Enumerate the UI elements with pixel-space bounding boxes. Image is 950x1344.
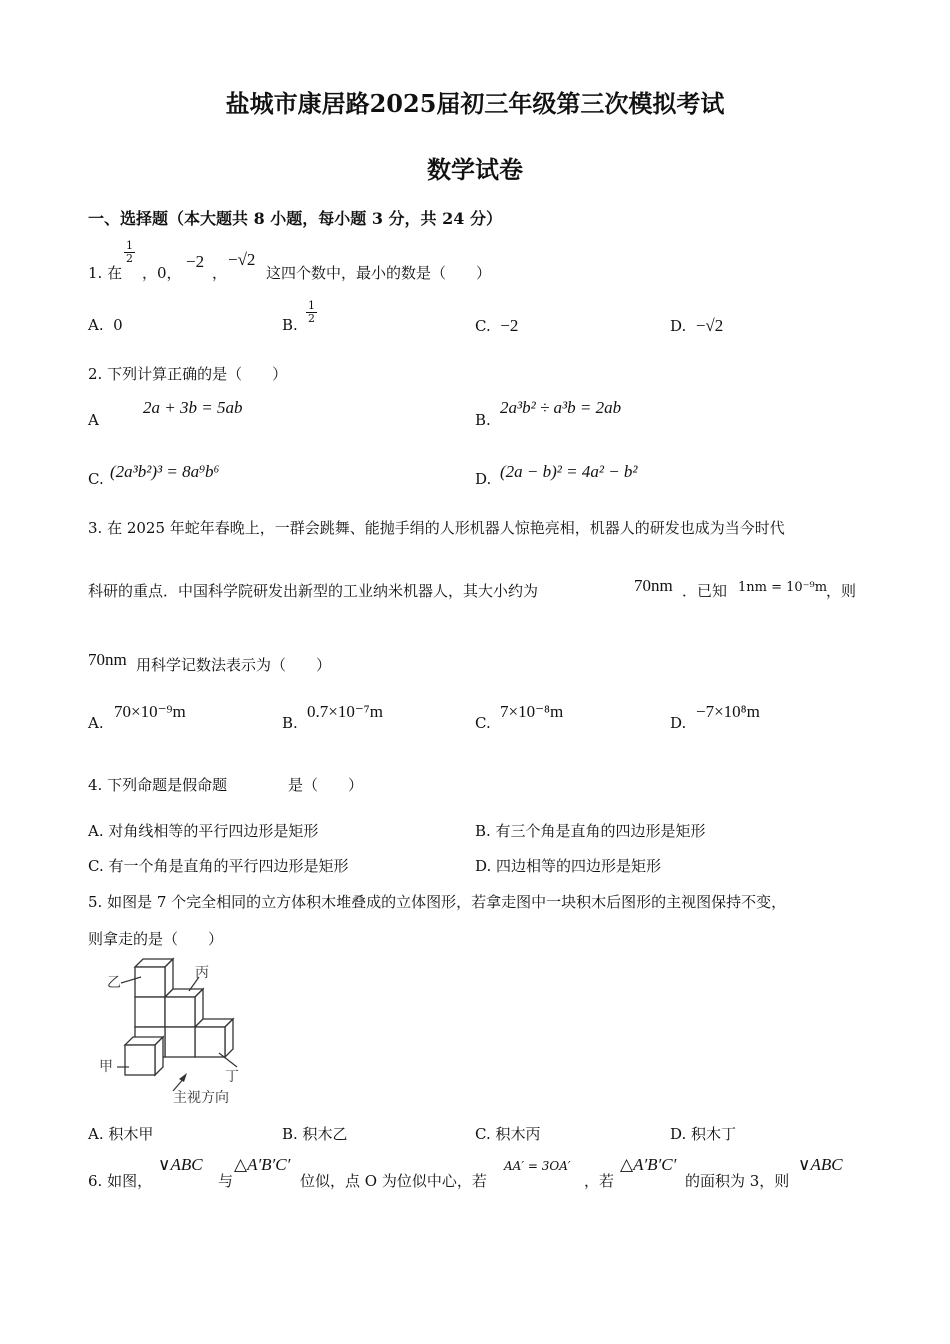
q5-line1: 5. 如图是 7 个完全相同的立方体积木堆叠成的立体图形，若拿走图中一块积木后图形的主视图保持不变， xyxy=(88,893,787,911)
cube-stack-figure xyxy=(95,955,255,1110)
q5-option-a[interactable]: A. 积木甲 xyxy=(88,1125,154,1143)
q3-size: 70nm xyxy=(634,576,673,595)
q3-line1: 3. 在 2025 年蛇年春晚上，一群会跳舞、能抛手绢的人形机器人惊艳亮相，机器人的研发也成为当今时代 xyxy=(88,519,785,537)
view-arrow-icon xyxy=(179,1073,187,1082)
q6-tri4: ∨ABC xyxy=(798,1155,843,1174)
q2-d-label[interactable]: D. xyxy=(475,470,492,488)
q1-d-value: −√2 xyxy=(695,316,724,335)
q3-a-value: 70×10⁻⁹m xyxy=(114,702,186,721)
q6-mid: 位似，点 O 为位似中心，若 xyxy=(300,1172,487,1190)
q1-a-label: A. xyxy=(88,316,104,334)
q3-b-label[interactable]: B. xyxy=(282,714,298,732)
q3-line3-text: 用科学记数法表示为（ ） xyxy=(136,656,332,674)
q1-c-value: −2 xyxy=(500,316,519,335)
q3-b-value: 0.7×10⁻⁷m xyxy=(307,702,383,721)
q6-with: 与 xyxy=(218,1172,234,1190)
q1-option-c[interactable] xyxy=(475,316,518,336)
label-view-direction: 主视方向 xyxy=(173,1090,229,1106)
q4-stem-b: 是（ ） xyxy=(288,776,364,794)
q4-option-b[interactable]: B. 有三个角是直角的四边形是矩形 xyxy=(475,822,706,840)
q2-stem: 2. 下列计算正确的是（ ） xyxy=(88,365,288,383)
label-ding: 丁 xyxy=(225,1069,239,1085)
page-title: 盐城市康居路2025届初三年级第三次模拟考试 xyxy=(225,89,725,118)
q4-option-a[interactable]: A. 对角线相等的平行四边形是矩形 xyxy=(88,822,319,840)
q1-number: 1. xyxy=(88,264,103,282)
q3-d-value: −7×10⁸m xyxy=(696,702,760,721)
q1-value-neg2: −2 xyxy=(186,252,205,271)
q1-option-d[interactable] xyxy=(670,316,723,336)
q6-tri3: △A′B′C′ xyxy=(620,1155,677,1174)
q1-frac-den: 2 xyxy=(126,252,133,265)
q3-d-label[interactable]: D. xyxy=(670,714,687,732)
q1-pre: 在 xyxy=(107,264,123,282)
q5-option-c[interactable]: C. 积木丙 xyxy=(475,1125,541,1143)
q1-sep1: ，0， xyxy=(142,264,182,282)
q6-tri2: △A′B′C′ xyxy=(234,1155,291,1174)
q6-if2: ，若 xyxy=(584,1172,615,1190)
q2-b-expr: 2a³b² ÷ a³b = 2ab xyxy=(500,398,622,417)
q1-d-label: D. xyxy=(670,317,687,335)
q1-option-b-label[interactable]: B. xyxy=(282,316,298,334)
q3-line2-post: ，则 xyxy=(826,582,857,600)
page-subtitle: 数学试卷 xyxy=(427,155,523,184)
q2-a-label[interactable]: A xyxy=(88,411,99,429)
q3-c-label[interactable]: C. xyxy=(475,714,491,732)
label-yi: 乙 xyxy=(107,975,121,991)
q2-c-expr: (2a³b²)³ = 8a⁹b⁶ xyxy=(110,462,220,481)
q2-b-label[interactable]: B. xyxy=(475,411,491,429)
q6-area: 的面积为 3，则 xyxy=(685,1172,790,1190)
q2-d-expr: (2a − b)² = 4a² − b² xyxy=(500,462,638,481)
q4-option-d[interactable]: D. 四边相等的四边形是矩形 xyxy=(475,857,662,875)
q1-option-a[interactable] xyxy=(88,316,123,334)
q1-b-den: 2 xyxy=(308,312,315,325)
q6-pre: 6. 如图， xyxy=(88,1172,153,1190)
q3-line2-pre: 科研的重点．中国科学院研发出新型的工业纳米机器人，其大小约为 xyxy=(88,582,539,600)
q2-c-label[interactable]: C. xyxy=(88,470,104,488)
q1-frac-num: 1 xyxy=(126,239,133,252)
label-jia: 甲 xyxy=(99,1059,113,1075)
q3-c-value: 7×10⁻⁸m xyxy=(500,702,564,721)
q1-fraction xyxy=(124,240,135,266)
q2-a-expr: 2a + 3b = 5ab xyxy=(143,398,243,417)
label-bing: 丙 xyxy=(195,965,209,981)
q1-c-label: C. xyxy=(475,317,491,335)
q5-option-b[interactable]: B. 积木乙 xyxy=(282,1125,348,1143)
q4-stem-a: 4. 下列命题是假命题 xyxy=(88,776,228,794)
q6-ratio: AA′ = 3OA′ xyxy=(504,1159,571,1173)
q3-known: 1nm = 10⁻⁹m xyxy=(738,580,828,595)
q4-option-c[interactable]: C. 有一个角是直角的平行四边形是矩形 xyxy=(88,857,349,875)
q1-post: 这四个数中，最小的数是（ ） xyxy=(266,264,492,282)
q1-b-num: 1 xyxy=(308,299,315,312)
q3-a-label[interactable]: A. xyxy=(88,714,104,732)
q3-line3-val: 70nm xyxy=(88,650,127,669)
q1-stem xyxy=(88,262,122,283)
q1-value-negsqrt2: −√2 xyxy=(228,250,256,269)
q1-sep2: ， xyxy=(212,264,228,282)
q5-option-d[interactable]: D. 积木丁 xyxy=(670,1125,737,1143)
section-heading: 一、选择题（本大题共 8 小题，每小题 3 分，共 24 分） xyxy=(88,209,502,228)
q1-a-value: 0 xyxy=(113,316,123,334)
q1-option-b-fraction xyxy=(306,300,317,326)
q6-tri1: ∨ABC xyxy=(158,1155,203,1174)
q5-line2: 则拿走的是（ ） xyxy=(88,930,224,948)
q3-line2-mid: ．已知 xyxy=(682,582,728,600)
